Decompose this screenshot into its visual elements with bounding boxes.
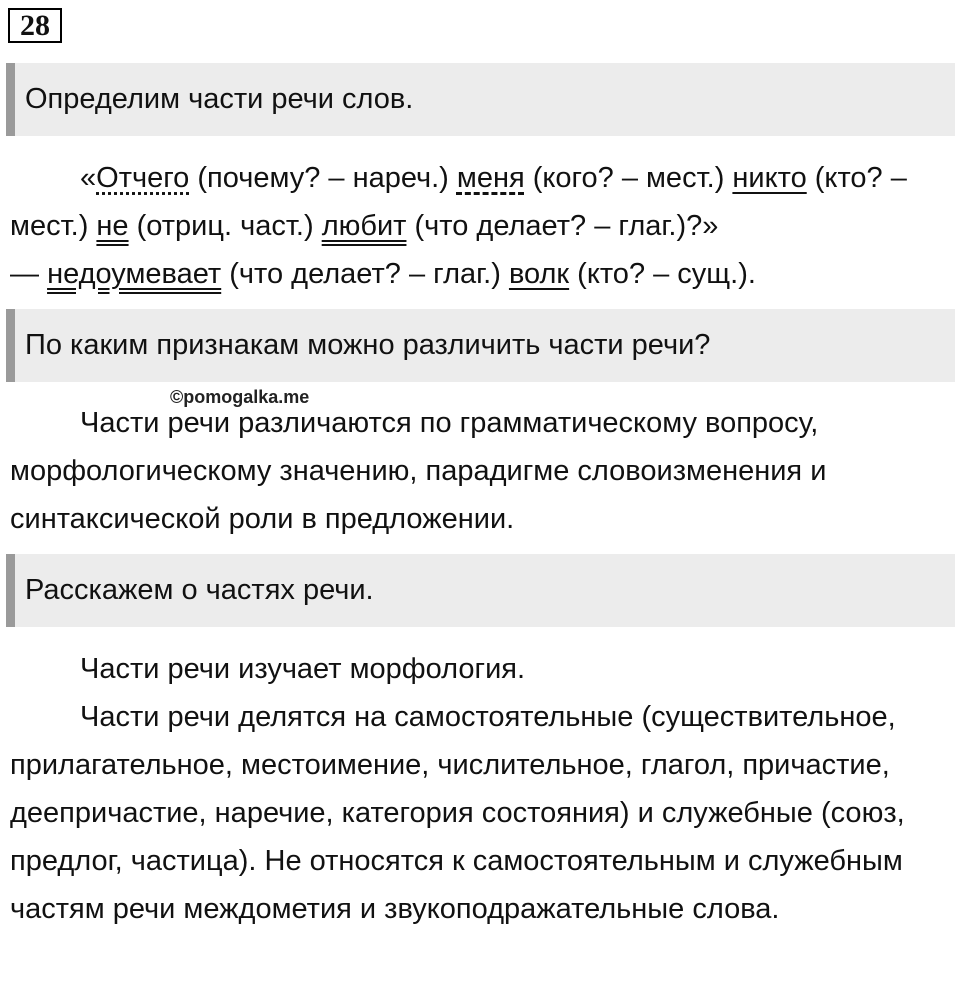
word-lyubit: любит — [321, 210, 407, 242]
analysis-paragraph — [10, 154, 950, 298]
parts-of-speech-analysis — [10, 154, 950, 298]
word-ne: не — [96, 210, 129, 242]
quote-open: « — [80, 162, 97, 194]
note-1: (почему? – нареч.) — [189, 162, 457, 194]
section-header-1: Определим части речи слов. — [6, 63, 955, 136]
section-header-3: Расскажем о частях речи. — [6, 554, 955, 627]
section-header-2: По каким признакам можно различить части речи? — [6, 309, 955, 382]
watermark: ©pomogalka.me — [170, 387, 310, 407]
task-number: 28 — [8, 8, 62, 43]
word-volk: волк — [508, 258, 570, 290]
word-otchego: Отчего — [96, 162, 190, 194]
note-5: (что делает? – глаг.)?» — [406, 210, 719, 242]
word-nedoumevaet: недоумевает — [47, 258, 222, 290]
answer-3-paragraph-2: Части речи делятся на самостоятельные (существительное, прилагательное, местоимение, числительное, глагол, причастие, деепричастие, наречие, категория состояния) и служебные (союз, предлог, частица). Не относятся к самостоятельным и служебным частям речи междометия и звукоподражательные слова. — [10, 701, 905, 925]
note-3: (кто? – мест.) — [10, 162, 907, 242]
answer-3-paragraph-1: Части речи изучает морфология. — [80, 653, 526, 685]
word-nikto: никто — [732, 162, 807, 194]
answer-3 — [10, 645, 950, 933]
note-2: (кого? – мест.) — [524, 162, 733, 194]
note-4: (отриц. част.) — [128, 210, 322, 242]
dash: — — [10, 258, 48, 290]
note-7: (кто? – сущ.). — [569, 258, 756, 290]
answer-2-paragraph: Части речи различаются по грамматическому вопросу, морфологическому значению, парадигме словоизменения и синтаксической роли в предложении. — [10, 407, 827, 535]
word-menya: меня — [456, 162, 525, 194]
note-6: (что делает? – глаг.) — [221, 258, 509, 290]
answer-2 — [10, 399, 950, 543]
